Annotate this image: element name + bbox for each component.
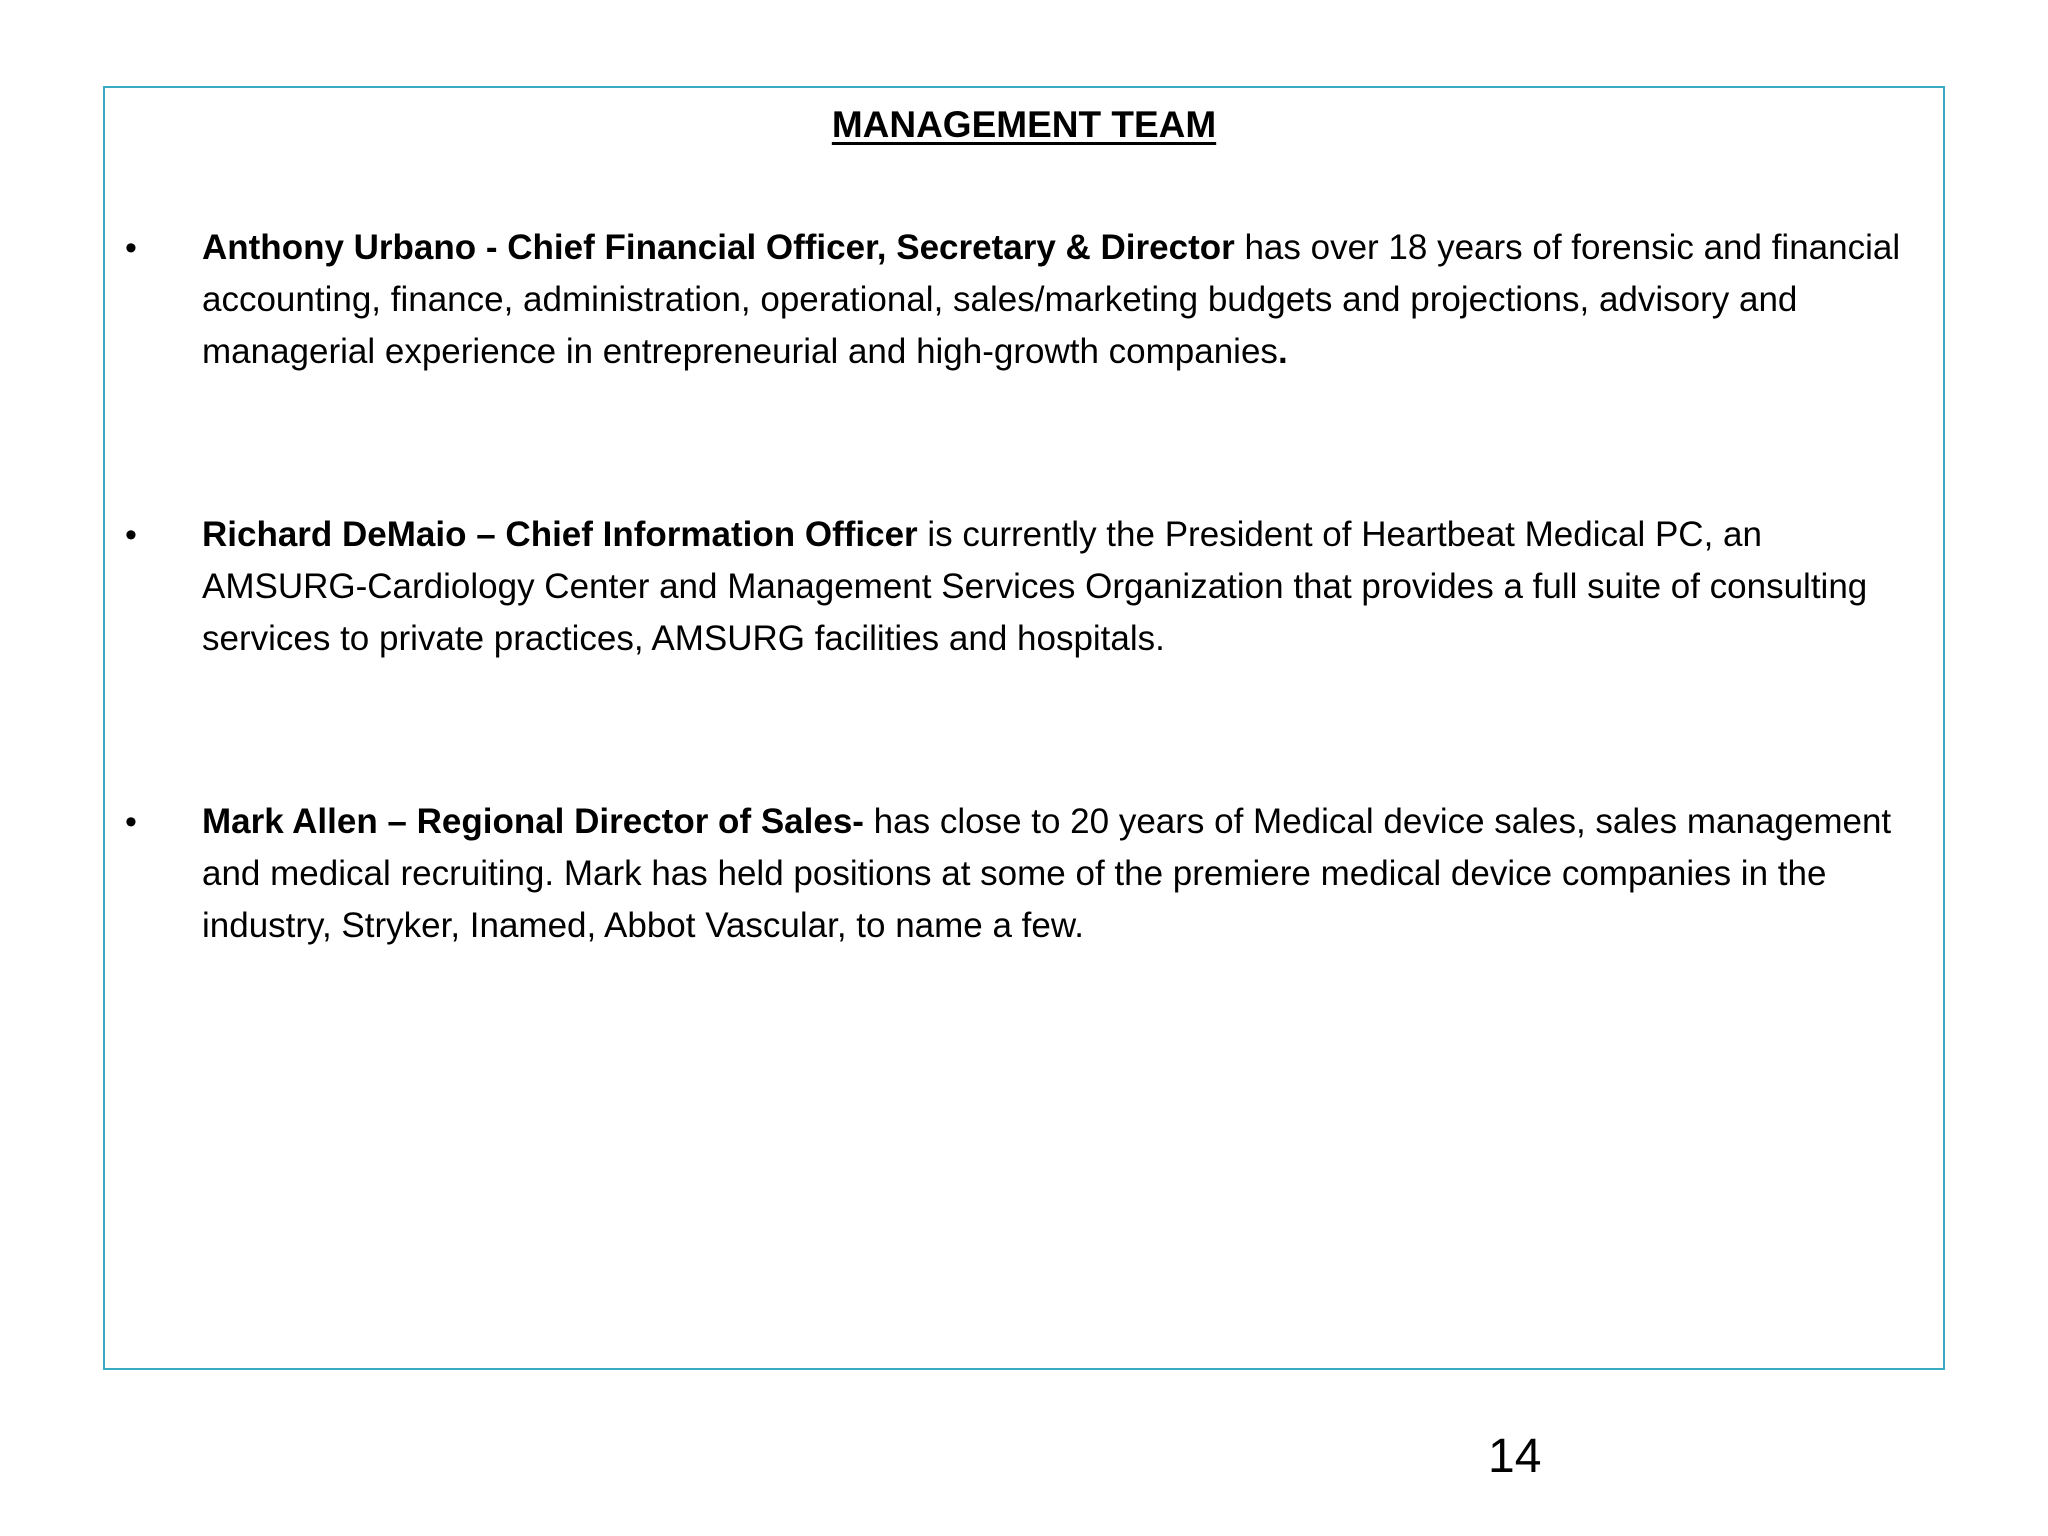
bullet-icon: • — [125, 803, 137, 841]
person-name-title: Anthony Urbano - Chief Financial Officer, Secretary & Director — [202, 228, 1235, 267]
person-name-title: Mark Allen – Regional Director of Sales- — [202, 802, 864, 841]
slide-content-frame — [103, 86, 1945, 1370]
slide-title: MANAGEMENT TEAM — [831, 104, 1217, 145]
bullet-text — [202, 509, 1922, 665]
bullet-text — [202, 222, 1922, 378]
person-description: has over 18 years of forensic and financial accounting, finance, administration, operational, sales/marketing budgets and projections, advisory and managerial experience in entrepreneurial and high-growth companies — [202, 228, 1901, 371]
bullet-icon: • — [125, 229, 137, 267]
sentence-end: . — [1277, 332, 1288, 371]
person-description: is currently the President of Heartbeat Medical PC, an AMSURG-Cardiology Center and Management Services Organization that provides a full suite of consulting services to private practices, AMSURG facilities and hospitals. — [202, 515, 1868, 658]
page-number: 14 — [1488, 1430, 1542, 1483]
bullet-icon: • — [125, 516, 137, 554]
bullet-text — [202, 796, 1922, 952]
person-description: has close to 20 years of Medical device sales, sales management and medical recruiting. Mark has held positions at some of the premiere medical device companies in the industry, Stryker, Inamed, Abbot Vascular, to name a few. — [202, 802, 1892, 945]
person-name-title: Richard DeMaio – Chief Information Officer — [202, 515, 918, 554]
management-team-list — [105, 88, 1943, 1368]
